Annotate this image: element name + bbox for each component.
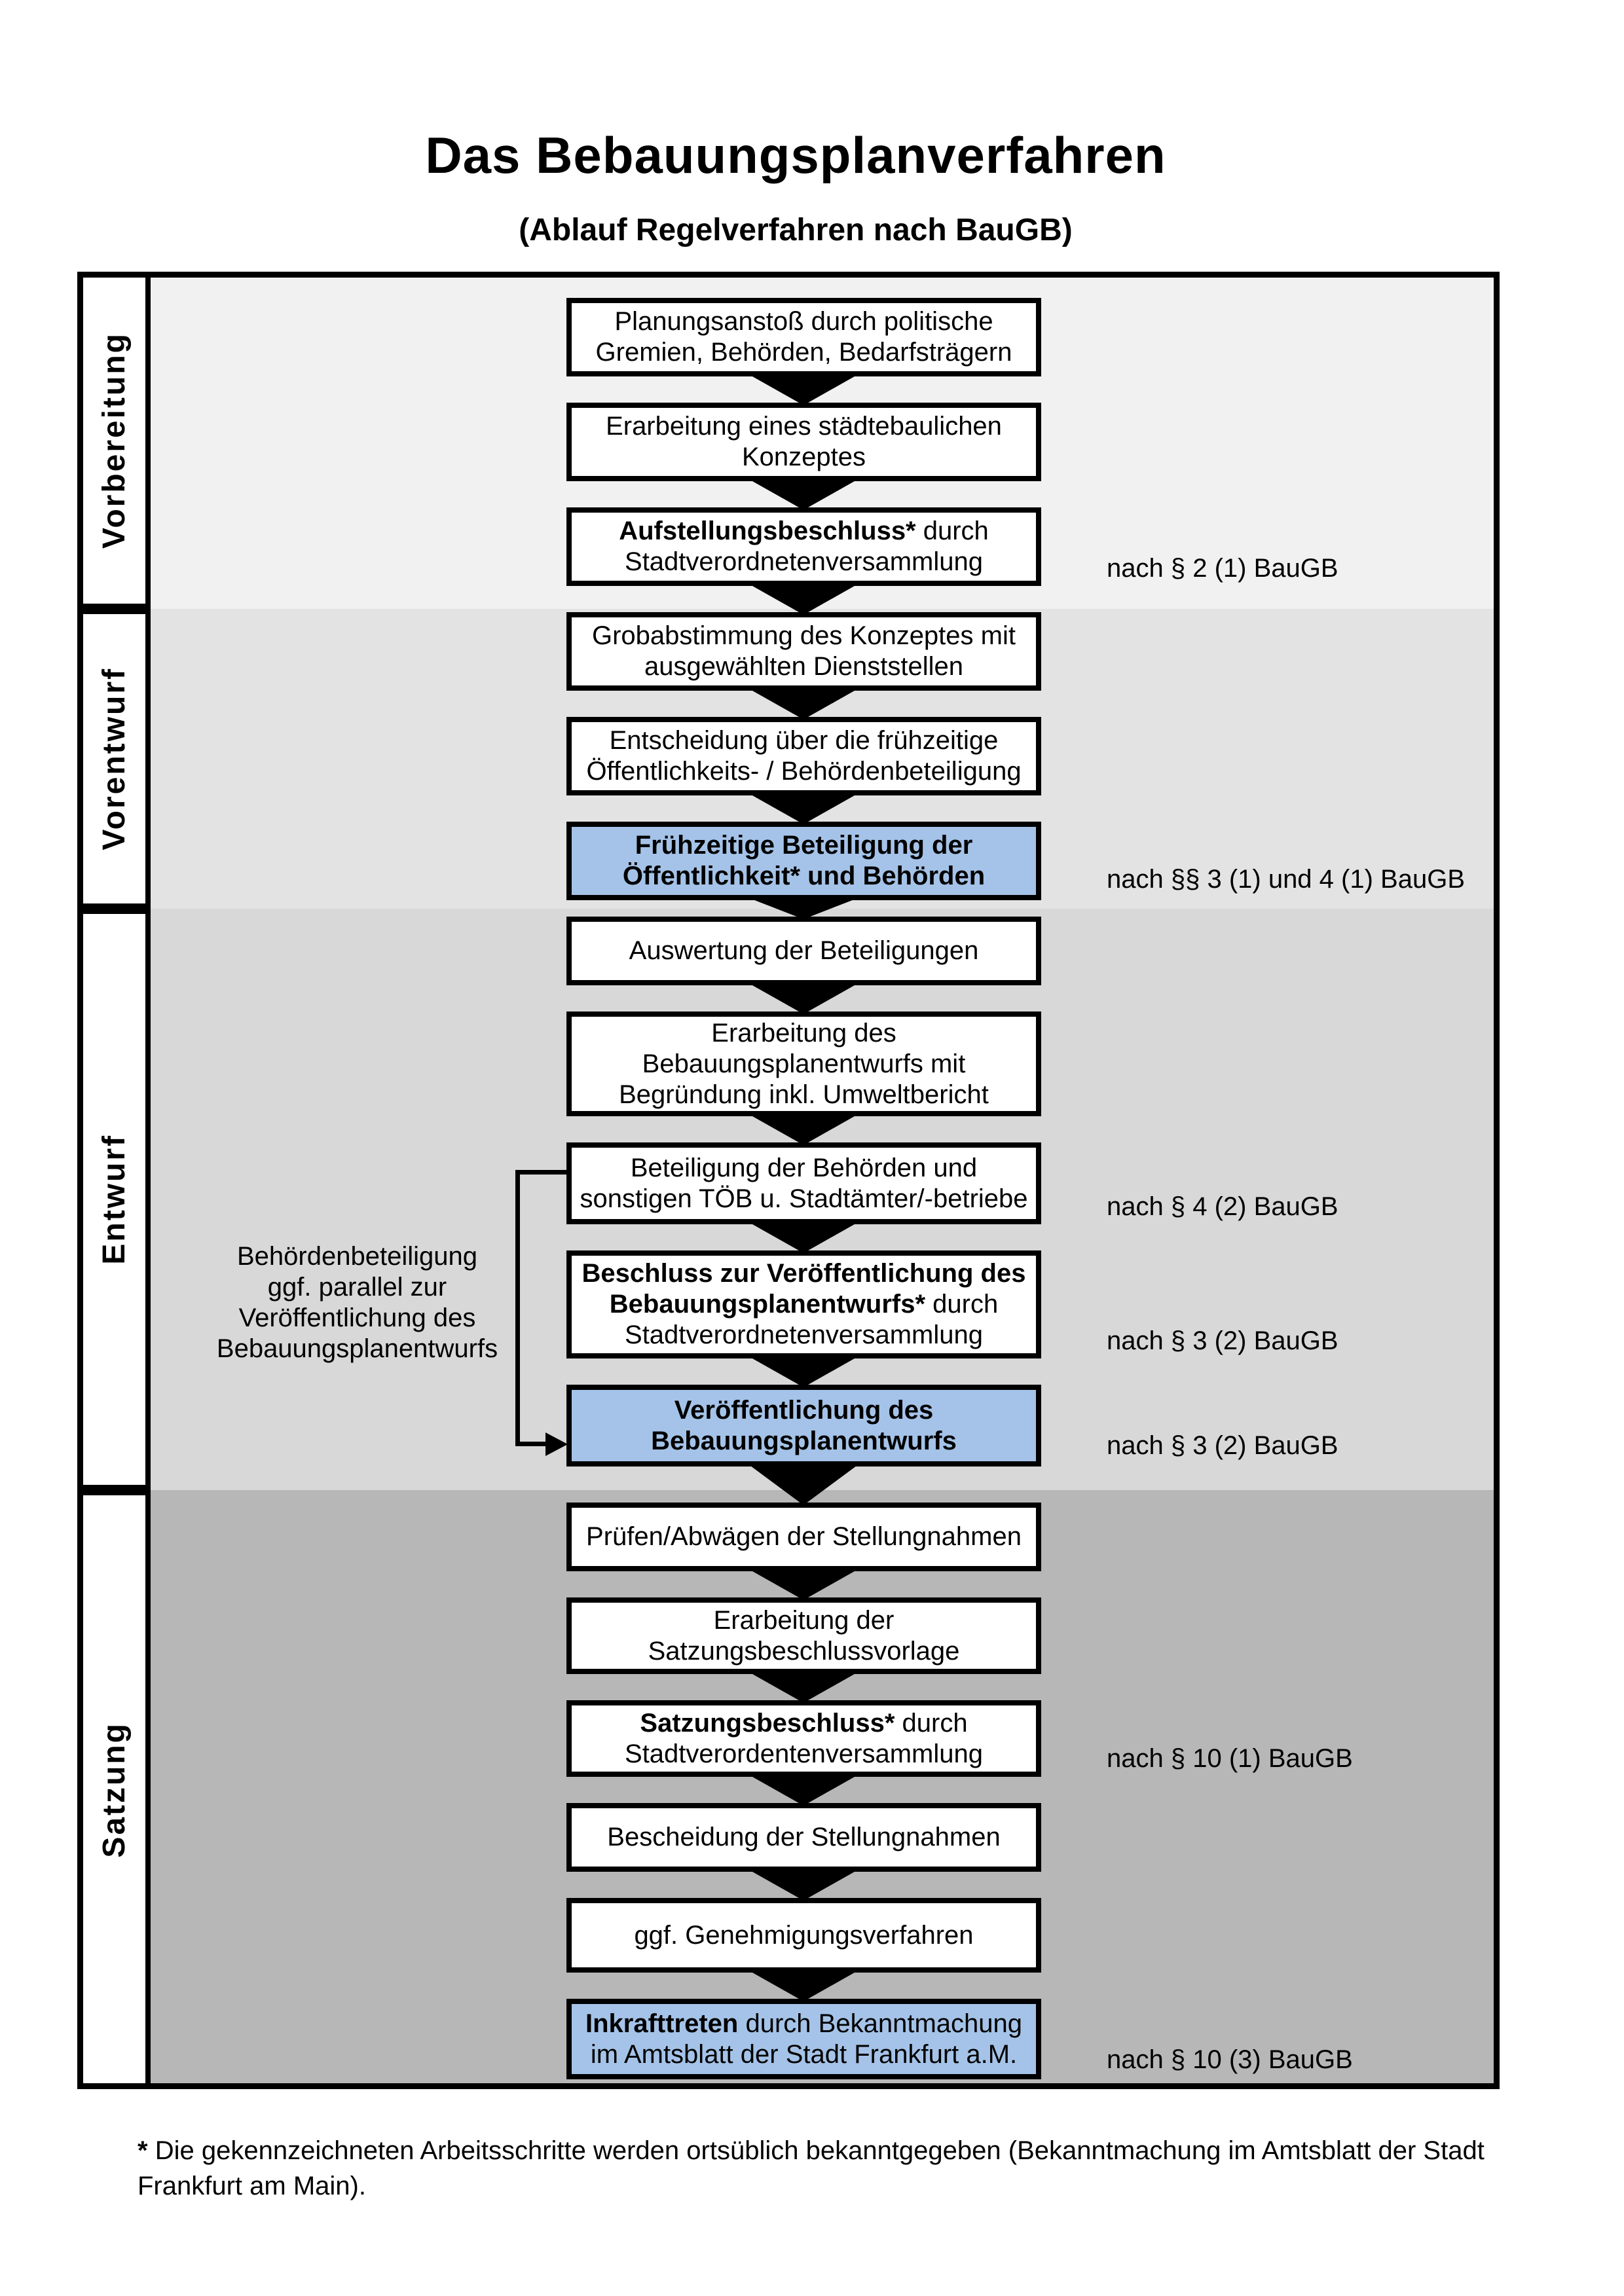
flow-step-text-segment: Bescheidung der Stellungnahmen [607, 1823, 1001, 1851]
down-arrow-icon [748, 793, 859, 824]
flow-step-text-segment: Beschluss zur Veröffentlichung des [581, 1259, 1026, 1288]
legal-reference-5: nach § 3 (2) BauGB [1107, 1431, 1338, 1460]
footnote-star: * [138, 2136, 148, 2165]
down-arrow-icon [748, 1222, 859, 1253]
legal-reference-6: nach § 10 (1) BauGB [1107, 1744, 1353, 1773]
section-label: Entwurf [96, 1134, 132, 1265]
flow-step-text-line [580, 1184, 1027, 1214]
flow-step-text-segment: Planungsanstoß durch politische [614, 307, 993, 336]
flow-step-14 [566, 1700, 1041, 1777]
flow-step-text-line [625, 1739, 983, 1770]
section-label: Vorentwurf [96, 667, 132, 850]
flow-step-text-segment: Erarbeitung des [711, 1018, 896, 1048]
flow-step-text-line [625, 547, 983, 577]
flow-step-text-segment: Grobabstimmung des Konzeptes mit [592, 621, 1016, 650]
flow-step-text-line [635, 830, 973, 861]
flow-step-text-line [625, 1320, 983, 1351]
flow-step-text-line [585, 2009, 1022, 2039]
down-arrow-icon [748, 1869, 859, 1901]
down-arrow-icon [748, 1464, 859, 1505]
legal-reference-4: nach § 3 (2) BauGB [1107, 1326, 1338, 1355]
down-arrow-icon [748, 1114, 859, 1145]
flow-step-text-segment: Satzungsbeschluss* [640, 1708, 895, 1738]
flow-step-text-line [586, 756, 1021, 787]
legal-reference-3: nach § 4 (2) BauGB [1107, 1192, 1338, 1221]
down-arrow-icon [748, 583, 859, 615]
side-note-line: Behördenbeteiligung [237, 1242, 477, 1271]
flow-step-text-line [606, 411, 1002, 442]
flow-step-text-segment: Stadtverordnetenversammlung [625, 547, 983, 576]
flow-step-5 [566, 717, 1041, 795]
flow-step-text-segment: Gremien, Behörden, Bedarfsträgern [595, 338, 1012, 367]
flow-step-text-segment: Entscheidung über die frühzeitige [609, 726, 999, 755]
down-arrow-icon [748, 1356, 859, 1387]
flow-step-text-segment: Stadtverordnetenversammlung [625, 1321, 983, 1349]
down-arrow-icon [748, 688, 859, 720]
flow-step-text-segment: ggf. Genehmigungsverfahren [634, 1920, 974, 1950]
flow-step-text-line [629, 936, 979, 966]
section-label-cell-vorentwurf [77, 609, 151, 909]
side-note-line: Bebauungsplanentwurfs [216, 1334, 498, 1363]
connector-line-top [515, 1170, 566, 1175]
flow-step-text-line [648, 1636, 960, 1667]
flow-step-text-segment: sonstigen TÖB u. Stadtämter/-betriebe [580, 1184, 1028, 1213]
side-note [169, 1241, 545, 1364]
down-arrow-icon [748, 1774, 859, 1806]
flow-step-text-line [610, 1289, 998, 1320]
down-arrow-icon [748, 1569, 859, 1600]
down-arrow-icon [748, 983, 859, 1014]
flow-step-text-segment: Bebauungsplanentwurfs mit [642, 1049, 966, 1078]
flow-step-text-segment: Frühzeitige Beteiligung der [635, 831, 973, 860]
flow-step-text-segment: Prüfen/Abwägen der Stellungnahmen [586, 1522, 1022, 1551]
down-arrow-icon [748, 1970, 859, 2001]
flow-step-text-segment: Auswertung der Beteiligungen [629, 936, 979, 965]
flow-step-10 [566, 1250, 1041, 1358]
flow-step-text-line [614, 306, 993, 337]
section-label-cell-vorbereitung [77, 272, 151, 609]
flow-step-text-segment: Bebauungsplanentwurfs* [609, 1290, 926, 1319]
flow-step-4 [566, 612, 1041, 691]
footnote [138, 2133, 1526, 2204]
side-note-line: Veröffentlichung des [238, 1303, 476, 1332]
side-note-line: ggf. parallel zur [267, 1273, 447, 1302]
flow-step-text-line [711, 1018, 896, 1049]
flow-step-text-line [674, 1395, 934, 1426]
down-arrow-icon [748, 1671, 859, 1703]
flow-step-text-segment: Beteiligung der Behörden und [630, 1153, 978, 1182]
flow-step-text-line [642, 1049, 966, 1080]
flow-step-text-line [623, 861, 985, 892]
flow-step-6 [566, 822, 1041, 900]
flow-step-text-line [586, 1522, 1022, 1552]
flow-step-text-segment: durch [895, 1708, 968, 1738]
flow-step-1 [566, 298, 1041, 376]
section-label-cell-satzung [77, 1490, 151, 2089]
section-label: Vorbereitung [96, 331, 132, 549]
flow-step-8 [566, 1011, 1041, 1116]
flow-step-text-line [619, 1080, 989, 1110]
flow-step-text-line [619, 516, 989, 547]
flow-step-text-line [644, 651, 963, 682]
flow-step-text-line [607, 1822, 1000, 1853]
flow-step-text-segment: durch Bekanntmachung [738, 2009, 1022, 2038]
section-label-cell-entwurf [77, 909, 151, 1490]
flow-step-12 [566, 1503, 1041, 1571]
flow-step-text-line [634, 1920, 973, 1951]
flow-step-text-segment: Aufstellungsbeschluss* [619, 517, 916, 545]
flow-step-text-line [592, 621, 1016, 651]
flow-step-text-line [640, 1708, 967, 1739]
flow-step-2 [566, 403, 1041, 481]
flow-step-7 [566, 917, 1041, 985]
flow-step-text-line [742, 442, 866, 473]
flow-step-text-segment: Stadtverordentenversammlung [625, 1739, 983, 1768]
flow-step-text-segment: Veröffentlichung des [674, 1395, 934, 1425]
flow-step-text-segment: Erarbeitung der [713, 1605, 895, 1635]
flow-step-text-segment: durch [925, 1290, 999, 1319]
flow-step-text-line [714, 1605, 895, 1636]
legal-reference-1: nach § 2 (1) BauGB [1107, 554, 1338, 583]
section-label: Satzung [96, 1721, 132, 1858]
flow-step-9 [566, 1142, 1041, 1224]
flow-step-text-segment: im Amtsblatt der Stadt Frankfurt a.M. [590, 2039, 1018, 2069]
flow-step-text-segment: Erarbeitung eines städtebaulichen [606, 412, 1002, 441]
flow-step-13 [566, 1597, 1041, 1674]
flow-step-17 [566, 1999, 1041, 2079]
flow-step-text-segment: ausgewählten Dienststellen [644, 652, 963, 681]
flow-step-text-segment: Bebauungsplanentwurfs [651, 1426, 957, 1455]
legal-reference-2: nach §§ 3 (1) und 4 (1) BauGB [1107, 865, 1465, 894]
flow-step-text-segment: Öffentlichkeit* und Behörden [622, 862, 986, 890]
flow-step-3 [566, 507, 1041, 586]
down-arrow-icon [748, 479, 859, 510]
flow-step-text-segment: Inkrafttreten [585, 2009, 739, 2038]
flow-step-text-line [591, 2039, 1017, 2070]
flow-step-text-line [596, 337, 1012, 368]
connector-line-bottom [515, 1442, 548, 1446]
flow-step-text-line [651, 1426, 957, 1457]
flow-step-text-line [582, 1258, 1026, 1289]
footnote-text: Die gekennzeichneten Arbeitsschritte werden ortsüblich bekanntgegeben (Bekanntmachung im Amtsblatt der Stadt Frankfurt am Main). [138, 2136, 1485, 2200]
flow-step-16 [566, 1898, 1041, 1973]
flow-step-text-segment: durch [915, 517, 989, 545]
down-arrow-icon [748, 374, 859, 405]
flow-step-15 [566, 1803, 1041, 1872]
flow-step-text-segment: Konzeptes [741, 443, 866, 471]
connector-arrow-icon [545, 1432, 568, 1456]
page-subtitle: (Ablauf Regelverfahren nach BauGB) [519, 213, 1073, 247]
flow-step-text-segment: Satzungsbeschlussvorlage [648, 1636, 960, 1666]
legal-reference-7: nach § 10 (3) BauGB [1107, 2045, 1353, 2074]
flow-step-text-line [631, 1153, 977, 1184]
flow-step-text-segment: Öffentlichkeits- / Behördenbeteiligung [586, 757, 1022, 786]
flow-step-text-line [610, 725, 999, 756]
flow-step-11 [566, 1385, 1041, 1467]
flow-step-text-segment: Begründung inkl. Umweltbericht [619, 1080, 989, 1109]
page-title: Das Bebauungsplanverfahren [425, 126, 1166, 184]
